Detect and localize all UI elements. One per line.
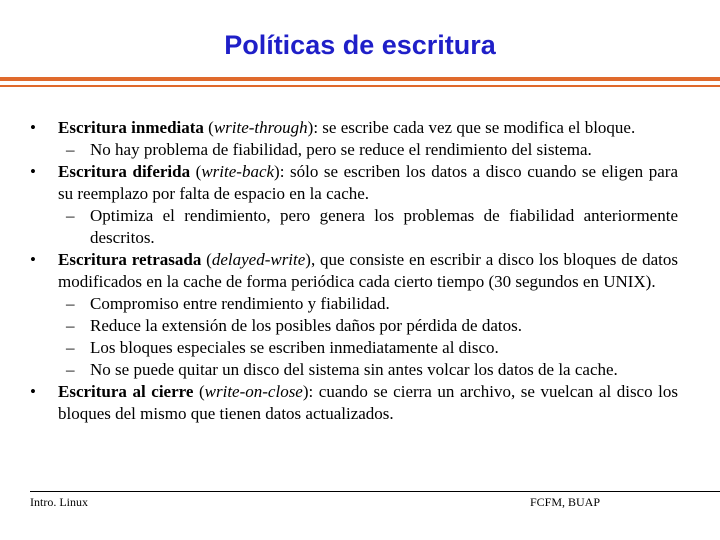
bullet-term: Escritura al cierre	[58, 382, 194, 401]
bullet-paren: (	[193, 382, 205, 401]
footer-right: FCFM, BUAP	[529, 495, 600, 509]
sub-item-text: No hay problema de fiabilidad, pero se reduce el rendimiento del sistema.	[90, 140, 592, 159]
bullet-text	[58, 161, 678, 205]
footer-rule	[30, 491, 720, 492]
bullet-description: ): cuando se cierra un archivo, se vuelcan al disco los bloques del mismo que tienen datos actualizados.	[58, 382, 679, 423]
bullet-text	[58, 381, 678, 425]
bullet-paren: (	[203, 118, 214, 137]
bullet-item	[30, 117, 678, 139]
sub-item	[58, 139, 678, 161]
bullet-paren: (	[201, 250, 212, 269]
bullet-item	[30, 381, 678, 425]
sub-item-text: Los bloques especiales se escriben inmediatamente al disco.	[90, 338, 499, 357]
bullet-description: ): se escribe cada vez que se modifica el bloque.	[307, 118, 636, 137]
bullet-marker: •	[30, 162, 36, 181]
bullet-text	[58, 249, 678, 293]
bullet-marker: •	[30, 250, 36, 269]
bullet-marker: •	[30, 382, 36, 401]
sub-item-text: Compromiso entre rendimiento y fiabilidad.	[90, 294, 390, 313]
bullet-english-term: delayed-write	[211, 250, 306, 269]
bullet-description: ): sólo se escriben los datos a disco cuando se eligen para su reemplazo por falta de espacio en la cache.	[58, 162, 678, 203]
bullet-english-term: write-back	[201, 162, 275, 181]
sub-dash: –	[66, 360, 75, 379]
title-rule-thick	[0, 77, 720, 81]
sub-item	[58, 293, 678, 315]
sub-dash: –	[66, 206, 75, 225]
sub-item-text: Reduce la extensión de los posibles daños por pérdida de datos.	[90, 316, 522, 335]
sub-dash: –	[66, 294, 75, 313]
slide-title: Políticas de escritura	[224, 30, 496, 60]
footer-left: Intro. Linux	[30, 495, 88, 509]
sub-item	[58, 359, 678, 381]
bullet-term: Escritura retrasada	[58, 250, 202, 269]
bullet-item	[30, 249, 678, 293]
bullet-english-term: write-on-close	[204, 382, 303, 401]
sub-dash: –	[66, 316, 75, 335]
bullet-term: Escritura diferida	[58, 162, 191, 181]
sub-item-text: No se puede quitar un disco del sistema sin antes volcar los datos de la cache.	[90, 360, 618, 379]
bullet-term: Escritura inmediata	[58, 118, 204, 137]
sub-dash: –	[66, 140, 75, 159]
bullet-description: ), que consiste en escribir a disco los bloques de datos modificados en la cache de forma periódica cada cierto tiempo (30 segundos en UNIX).	[58, 250, 678, 291]
sub-item	[58, 315, 678, 337]
sub-item	[58, 205, 678, 249]
sub-dash: –	[66, 338, 75, 357]
slide-content	[30, 117, 678, 425]
sub-item-text: Optimiza el rendimiento, pero genera los problemas de fiabilidad anteriormente descritos.	[90, 206, 678, 247]
bullet-marker: •	[30, 118, 36, 137]
bullet-text	[58, 117, 678, 139]
sub-item	[58, 337, 678, 359]
bullet-item	[30, 161, 678, 205]
title-rule-thin	[0, 85, 720, 87]
bullet-english-term: write-through	[213, 118, 308, 137]
bullet-paren: (	[190, 162, 202, 181]
